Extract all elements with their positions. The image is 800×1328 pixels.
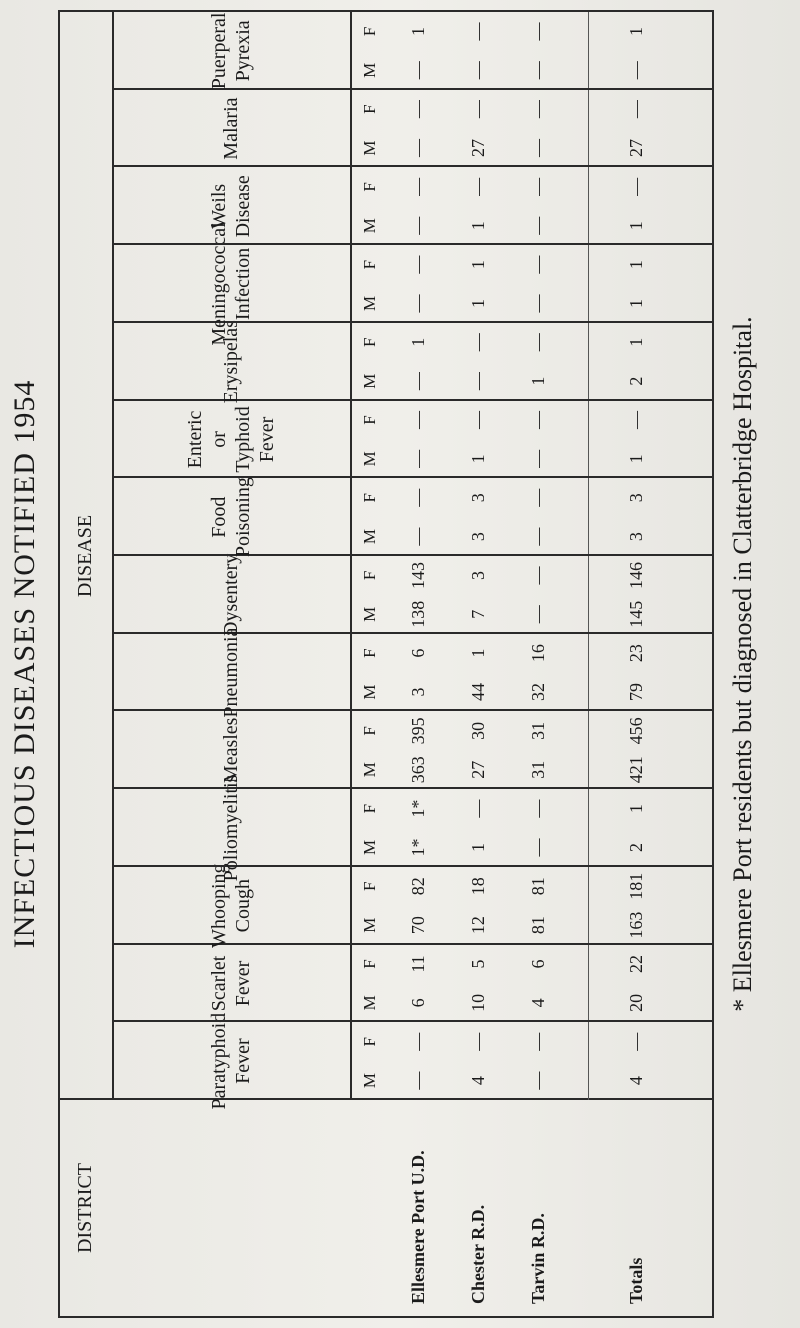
table-cell: 4 [468, 1076, 488, 1086]
table-cell: 1* [408, 799, 428, 818]
table-cell: 81 [528, 877, 548, 896]
sex-label-m: M [360, 295, 379, 311]
table-cell: 421 [626, 756, 646, 784]
sex-label-f: F [360, 259, 379, 270]
table-cell: 143 [408, 561, 428, 589]
table-cell: 27 [626, 139, 646, 157]
table-cell: 3 [626, 532, 646, 542]
disease-name: Food Poisoning [208, 477, 254, 558]
disease-header: DISEASE [74, 514, 96, 598]
table-cell: 27 [468, 760, 488, 779]
table-cell: — [528, 333, 548, 352]
sex-label-f: F [360, 492, 379, 503]
table-cell: — [408, 449, 428, 468]
table-cell: 363 [408, 756, 428, 784]
disease-name: Poliomyelitis [220, 774, 242, 882]
table-cell: 6 [408, 998, 428, 1008]
sex-label-f: F [360, 104, 379, 114]
table-cell: — [528, 294, 548, 313]
sex-label-m: M [360, 62, 379, 78]
table-cell: 22 [626, 955, 646, 973]
table-cell: 30 [468, 721, 488, 740]
table-cell: — [408, 216, 428, 235]
table-cell: — [528, 216, 548, 235]
sex-label-f: F [360, 803, 379, 814]
table-cell: 32 [528, 683, 548, 701]
table-cell: — [528, 449, 548, 468]
sex-label-m: M [360, 684, 379, 700]
table-cell: 6 [528, 959, 548, 969]
table-cell: 163 [626, 911, 646, 939]
table-cell: — [528, 411, 548, 429]
disease-table [58, 10, 714, 1318]
sex-label-m: M [360, 451, 379, 467]
sex-label-m: M [360, 218, 379, 234]
table-cell: — [408, 488, 428, 507]
table-cell: 456 [626, 717, 646, 745]
sex-label-f: F [360, 959, 379, 969]
page-title: INFECTIOUS DISEASES NOTIFIED 1954 [8, 379, 41, 949]
disease-name: Whooping Cough [208, 863, 254, 948]
table-cell: — [626, 177, 646, 196]
sex-label-f: F [360, 570, 379, 581]
table-cell: 20 [626, 993, 646, 1012]
rule-under-disease-names [350, 12, 352, 1100]
disease-name: Meningococcal Infection [208, 222, 254, 346]
table-cell: 23 [626, 644, 646, 663]
table-cell: — [468, 411, 488, 429]
table-cell: — [408, 372, 428, 391]
table-cell: 1 [626, 337, 646, 347]
table-cell: — [408, 100, 428, 119]
rule-above-totals [588, 12, 589, 1100]
table-cell: — [528, 605, 548, 624]
table-cell: 81 [528, 916, 548, 935]
district-name: Tarvin R.D. [528, 1213, 548, 1304]
table-cell: — [528, 488, 548, 507]
table-cell: — [468, 61, 488, 80]
table-cell: 1 [528, 376, 548, 386]
table-cell: 1 [626, 26, 646, 36]
table-cell: 1 [626, 804, 646, 814]
sex-label-f: F [360, 726, 379, 736]
table-cell: 1 [626, 260, 646, 270]
district-name: Totals [626, 1257, 646, 1304]
table-cell: 1 [468, 648, 488, 658]
table-cell: 146 [626, 561, 646, 589]
table-cell: 6 [408, 648, 428, 658]
table-cell: 1 [626, 221, 646, 231]
table-cell: — [468, 1032, 488, 1051]
district-name: Chester R.D. [468, 1204, 488, 1304]
table-cell: 1 [626, 454, 646, 464]
sex-label-m: M [360, 373, 379, 389]
table-cell: — [468, 22, 488, 41]
table-cell: — [408, 177, 428, 196]
table-cell: 145 [626, 600, 646, 628]
table-cell: — [528, 799, 548, 818]
table-cell: 1 [468, 260, 488, 270]
table-cell: 7 [468, 609, 488, 619]
table-cell: 3 [468, 532, 488, 542]
table-cell: — [408, 411, 428, 429]
table-cell: 82 [408, 877, 428, 896]
table-cell: 2 [626, 842, 646, 852]
table-cell: — [528, 1032, 548, 1051]
table-cell: — [408, 255, 428, 274]
disease-name: Malaria [220, 97, 242, 160]
table-cell: 5 [468, 959, 488, 969]
table-cell: 1 [468, 842, 488, 852]
table-cell: — [528, 1071, 548, 1090]
sex-label-m: M [360, 762, 379, 778]
sex-label-m: M [360, 606, 379, 622]
table-cell: — [528, 838, 548, 857]
table-cell: 27 [468, 139, 488, 157]
table-cell: 1 [468, 221, 488, 231]
district-header: DISTRICT [74, 1163, 96, 1253]
disease-name: Scarlet Fever [208, 955, 254, 1012]
table-cell: 1 [468, 454, 488, 464]
table-cell: 395 [408, 717, 428, 745]
sex-label-m: M [360, 140, 379, 156]
disease-name: Paratyphoid Fever [208, 1012, 254, 1110]
district-name: Ellesmere Port U.D. [408, 1150, 428, 1304]
table-cell: — [528, 61, 548, 80]
disease-name: Dysentery [220, 553, 242, 636]
table-cell: — [528, 255, 548, 274]
table-cell: 1* [408, 838, 428, 857]
sex-label-m: M [360, 1073, 379, 1089]
table-cell: 2 [626, 376, 646, 386]
table-cell: — [408, 527, 428, 546]
table-cell: 138 [408, 600, 428, 628]
table-cell: 44 [468, 683, 488, 701]
sex-label-f: F [360, 1036, 379, 1047]
table-cell: — [528, 527, 548, 546]
sex-label-f: F [360, 26, 379, 37]
table-cell: — [408, 139, 428, 157]
table-cell: 181 [626, 872, 646, 900]
table-cell: 4 [626, 1076, 646, 1086]
table-cell: — [528, 566, 548, 585]
table-cell: — [408, 61, 428, 80]
table-cell: 31 [528, 721, 548, 740]
table-cell: — [408, 1032, 428, 1051]
table-cell: — [468, 372, 488, 391]
table-cell: — [626, 100, 646, 119]
table-cell: — [468, 177, 488, 196]
table-cell: 16 [528, 644, 548, 663]
table-cell: 79 [626, 683, 646, 701]
sex-label-m: M [360, 529, 379, 545]
table-cell: 11 [408, 955, 428, 973]
disease-name: Puerperal Pyrexia [208, 12, 254, 90]
disease-name: Erysipelas [220, 320, 242, 404]
table-cell: 12 [468, 916, 488, 935]
table-cell: 3 [626, 493, 646, 503]
table-cell: — [468, 333, 488, 352]
footnote: * Ellesmere Port residents but diagnosed in Clatterbridge Hospital. [728, 316, 757, 1012]
table-cell: — [468, 799, 488, 818]
table-cell: — [626, 61, 646, 80]
table-cell: — [528, 177, 548, 196]
disease-name: Pneumonia [220, 627, 242, 718]
table-cell: — [408, 294, 428, 313]
sex-label-f: F [360, 648, 379, 658]
table-cell: 3 [408, 687, 428, 697]
table-cell: 10 [468, 993, 488, 1012]
sex-label-m: M [360, 839, 379, 855]
table-cell: 31 [528, 760, 548, 779]
sex-label-f: F [360, 881, 379, 892]
table-cell: — [626, 411, 646, 429]
table-cell: 1 [468, 298, 488, 308]
table-cell: 3 [468, 570, 488, 580]
table-cell: 1 [408, 337, 428, 347]
table-cell: 3 [468, 493, 488, 503]
sex-label-m: M [360, 917, 379, 933]
sex-label-f: F [360, 182, 379, 192]
sex-label-m: M [360, 995, 379, 1011]
table-cell: — [468, 100, 488, 119]
sex-label-f: F [360, 337, 379, 348]
table-cell: 4 [528, 998, 548, 1008]
table-cell: 1 [408, 26, 428, 36]
disease-name: Enteric or Typhoid Fever [184, 406, 278, 473]
table-cell: 18 [468, 877, 488, 896]
table-cell: — [528, 100, 548, 119]
table-cell: — [408, 1071, 428, 1090]
table-cell: — [528, 139, 548, 157]
disease-name: Measles [220, 717, 242, 784]
table-cell: 70 [408, 916, 428, 935]
disease-name: Weils Disease [208, 175, 254, 238]
table-cell: — [626, 1032, 646, 1051]
table-cell: — [528, 22, 548, 41]
table-cell: 1 [626, 298, 646, 308]
sex-label-f: F [360, 415, 379, 425]
